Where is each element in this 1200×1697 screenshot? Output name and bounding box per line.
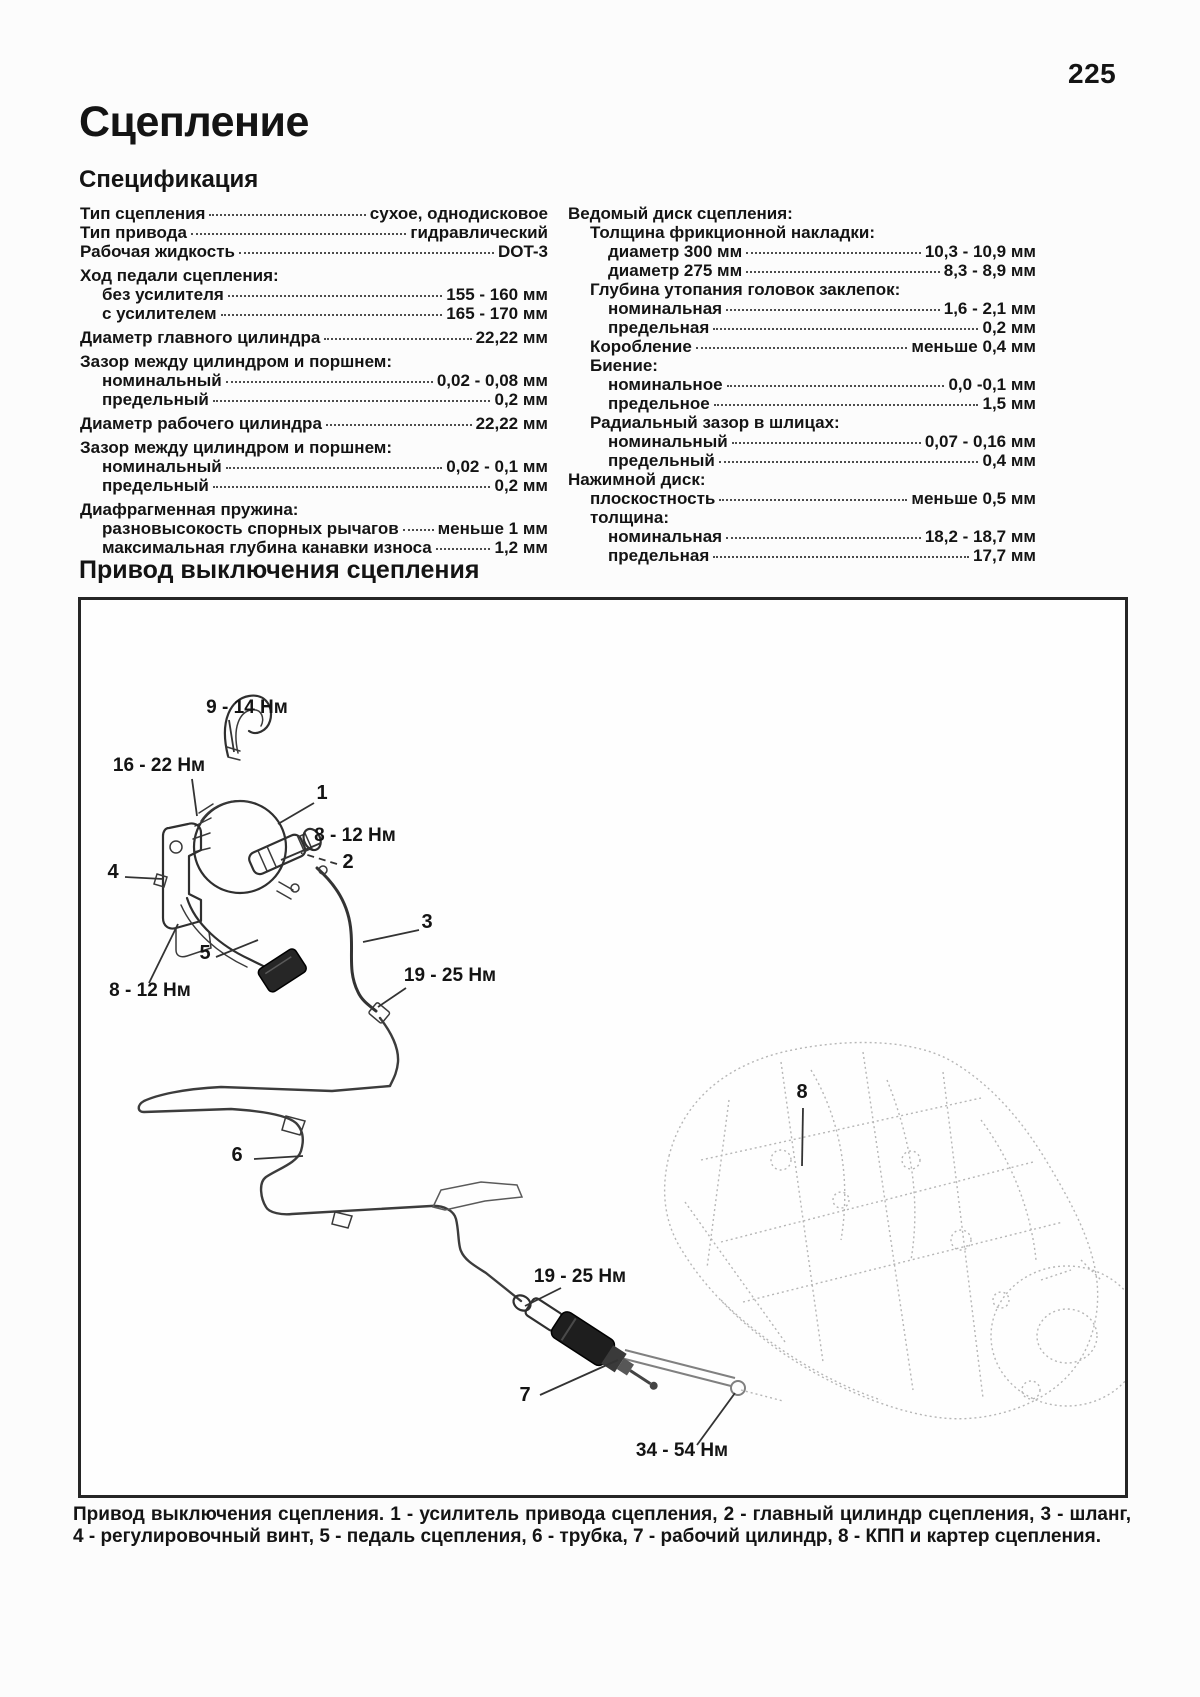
spec-entry	[80, 328, 548, 347]
spec-group-header	[568, 204, 1036, 223]
dotted-leader	[713, 556, 969, 558]
spec-value: 0,4 мм	[982, 451, 1036, 470]
spec-group-header	[568, 356, 1036, 375]
spec-value: 1,5 мм	[982, 394, 1036, 413]
spec-entry	[80, 242, 548, 261]
spec-label: Глубина утопания головок заклепок:	[590, 280, 901, 299]
spec-entry	[568, 527, 1036, 546]
dotted-leader	[221, 314, 443, 316]
spec-entry	[568, 337, 1036, 356]
pipe-bracket	[433, 1182, 522, 1210]
clutch-pedal-pad	[256, 947, 308, 994]
spec-entry	[568, 242, 1036, 261]
part-number-label: 8	[796, 1081, 808, 1103]
dotted-leader	[696, 347, 908, 349]
gearbox-sketch	[665, 1043, 1125, 1419]
torque-label: 19 - 25 Нм	[403, 965, 497, 986]
spec-value: 0,0 -0,1 мм	[948, 375, 1036, 394]
spec-entry	[80, 538, 548, 557]
spec-entry	[568, 261, 1036, 280]
diagram-drawing	[81, 600, 1125, 1495]
spec-label: предельный	[102, 476, 209, 495]
torque-label: 19 - 25 Нм	[533, 1266, 627, 1287]
spec-label: номинальное	[608, 375, 723, 394]
spec-group-header	[568, 508, 1036, 527]
spec-label: Толщина фрикционной накладки:	[590, 223, 876, 242]
spec-value: 1,6 - 2,1 мм	[943, 299, 1036, 318]
spec-entry	[568, 394, 1036, 413]
spec-entry	[568, 489, 1036, 508]
spec-label: номинальная	[608, 299, 723, 318]
dotted-leader	[719, 461, 979, 463]
page-title: Сцепление	[79, 98, 309, 146]
spec-section-heading: Спецификация	[79, 166, 259, 193]
dotted-leader	[746, 252, 921, 254]
spec-group-header	[80, 352, 548, 371]
spec-value: 1,2 мм	[494, 538, 548, 557]
spec-label: диаметр 275 мм	[608, 261, 743, 280]
spec-entry	[80, 304, 548, 323]
part-number-label: 5	[199, 942, 211, 964]
part-number-label: 2	[342, 851, 354, 873]
part-number-label: 7	[519, 1384, 531, 1406]
dotted-leader	[324, 338, 471, 340]
dotted-leader	[403, 529, 434, 531]
clutch-release-diagram	[78, 597, 1128, 1498]
spec-label: Коробление	[590, 337, 692, 356]
spec-label: Ведомый диск сцепления:	[568, 204, 793, 223]
spec-label: предельный	[102, 390, 209, 409]
spec-value: 0,2 мм	[494, 476, 548, 495]
spec-label: Биение:	[590, 356, 658, 375]
fork-pushrod	[621, 1350, 745, 1395]
dotted-leader	[726, 537, 921, 539]
spec-label: Зазор между цилиндром и поршнем:	[80, 438, 393, 457]
spec-value: 155 - 160 мм	[446, 285, 548, 304]
pipe-clip	[282, 1116, 305, 1135]
spec-label: предельное	[608, 394, 710, 413]
spec-entry	[80, 476, 548, 495]
dotted-leader	[239, 252, 494, 254]
part-number-label: 6	[231, 1144, 243, 1166]
spec-label: Зазор между цилиндром и поршнем:	[80, 352, 393, 371]
spec-group-header	[80, 266, 548, 285]
pipe-clip	[332, 1212, 352, 1228]
spec-value: DOT-3	[497, 242, 548, 261]
spec-label: Ход педали сцепления:	[80, 266, 279, 285]
spec-label: предельный	[608, 451, 715, 470]
spec-value: 17,7 мм	[973, 546, 1036, 565]
spec-label: толщина:	[590, 508, 670, 527]
spec-right-column	[568, 204, 1036, 565]
spec-label: номинальный	[608, 432, 728, 451]
spec-value: меньше 0,4 мм	[911, 337, 1036, 356]
leader-lines	[125, 720, 803, 1445]
spec-entry	[568, 451, 1036, 470]
spec-label: без усилителя	[102, 285, 224, 304]
dotted-leader	[228, 295, 442, 297]
spec-label: разновысокость спорных рычагов	[102, 519, 399, 538]
spec-label: номинальный	[102, 371, 222, 390]
spec-group-header	[568, 413, 1036, 432]
clutch-hose	[317, 868, 376, 1011]
spec-label: Диафрагменная пружина:	[80, 500, 299, 519]
spec-value: 8,3 - 8,9 мм	[943, 261, 1036, 280]
spec-value: 0,02 - 0,08 мм	[436, 371, 548, 390]
spec-entry	[568, 299, 1036, 318]
diagram-labels	[107, 697, 807, 1461]
dotted-leader	[209, 214, 365, 216]
part-number-label: 3	[421, 911, 433, 933]
dotted-leader	[326, 424, 472, 426]
spec-value: 0,2 мм	[494, 390, 548, 409]
part-number-label: 4	[107, 861, 119, 883]
spec-value: меньше 0,5 мм	[911, 489, 1036, 508]
spec-label: Рабочая жидкость	[80, 242, 235, 261]
spec-label: Тип сцепления	[80, 204, 206, 223]
spec-value: 165 - 170 мм	[446, 304, 548, 323]
spec-label: Радиальный зазор в шлицах:	[590, 413, 840, 432]
spec-group-header	[568, 470, 1036, 489]
spec-label: Диаметр рабочего цилиндра	[80, 414, 322, 433]
spec-label: максимальная глубина канавки износа	[102, 538, 432, 557]
spec-entry	[568, 375, 1036, 394]
spec-value: 22,22 мм	[475, 328, 548, 347]
spec-entry	[80, 390, 548, 409]
spec-value: 22,22 мм	[475, 414, 548, 433]
torque-label: 9 - 14 Нм	[206, 697, 288, 718]
spec-value: 0,07 - 0,16 мм	[924, 432, 1036, 451]
spec-value: меньше 1 мм	[437, 519, 548, 538]
dotted-leader	[732, 442, 921, 444]
spec-value: 18,2 - 18,7 мм	[924, 527, 1036, 546]
spec-label: с усилителем	[102, 304, 217, 323]
clutch-booster	[194, 801, 286, 893]
diagram-caption: Привод выключения сцепления. 1 - усилитель привода сцепления, 2 - главный цилиндр сцепления, 3 - шланг, 4 - регулировочный винт, 5 - педаль сцепления, 6 - трубка, 7 - рабочий цилиндр, 8 - КПП и картер сцепления.	[73, 1504, 1131, 1547]
clutch-pipe	[139, 1018, 521, 1301]
spec-value: гидравлический	[410, 223, 548, 242]
spec-entry	[568, 432, 1036, 451]
spec-value: сухое, однодисковое	[369, 204, 548, 223]
dotted-leader	[213, 486, 491, 488]
torque-label: 16 - 22 Нм	[112, 755, 206, 776]
dotted-leader	[226, 381, 433, 383]
torque-label: 8 - 12 Нм	[314, 825, 396, 846]
spec-entry	[80, 457, 548, 476]
dotted-leader	[746, 271, 940, 273]
dotted-leader	[726, 309, 940, 311]
spec-entry	[80, 223, 548, 242]
spec-label: предельная	[608, 318, 710, 337]
part-number-label: 1	[316, 782, 328, 804]
spec-value: 0,2 мм	[982, 318, 1036, 337]
dotted-leader	[714, 404, 979, 406]
spec-group-header	[568, 280, 1036, 299]
dotted-leader	[713, 328, 978, 330]
spec-group-header	[568, 223, 1036, 242]
slave-cylinder	[522, 1292, 666, 1400]
spec-value: 10,3 - 10,9 мм	[924, 242, 1036, 261]
page-number: 225	[1068, 58, 1117, 89]
diagram-section-heading: Привод выключения сцепления	[79, 556, 480, 584]
spec-group-header	[80, 438, 548, 457]
spec-left-column	[80, 204, 548, 565]
dotted-leader	[191, 233, 406, 235]
spec-value: 0,02 - 0,1 мм	[446, 457, 548, 476]
spec-label: Диаметр главного цилиндра	[80, 328, 321, 347]
dotted-leader	[226, 467, 443, 469]
spec-entry	[80, 285, 548, 304]
dotted-leader	[727, 385, 945, 387]
torque-label: 8 - 12 Нм	[109, 980, 191, 1001]
spec-entry	[80, 371, 548, 390]
spec-entry	[80, 519, 548, 538]
spec-label: предельная	[608, 546, 710, 565]
spec-label: номинальный	[102, 457, 222, 476]
dotted-leader	[719, 499, 907, 501]
spec-entry	[568, 546, 1036, 565]
spec-label: Нажимной диск:	[568, 470, 706, 489]
spec-label: плоскостность	[590, 489, 716, 508]
torque-label: 34 - 54 Нм	[635, 1440, 729, 1461]
spec-entry	[568, 318, 1036, 337]
spec-label: Тип привода	[80, 223, 187, 242]
spec-columns	[80, 204, 1036, 565]
dotted-leader	[436, 548, 491, 550]
spec-entry	[80, 414, 548, 433]
spec-group-header	[80, 500, 548, 519]
spec-entry	[80, 204, 548, 223]
booster-pedal-assembly	[154, 696, 324, 994]
dotted-leader	[213, 400, 491, 402]
spec-label: номинальная	[608, 527, 723, 546]
spec-label: диаметр 300 мм	[608, 242, 743, 261]
